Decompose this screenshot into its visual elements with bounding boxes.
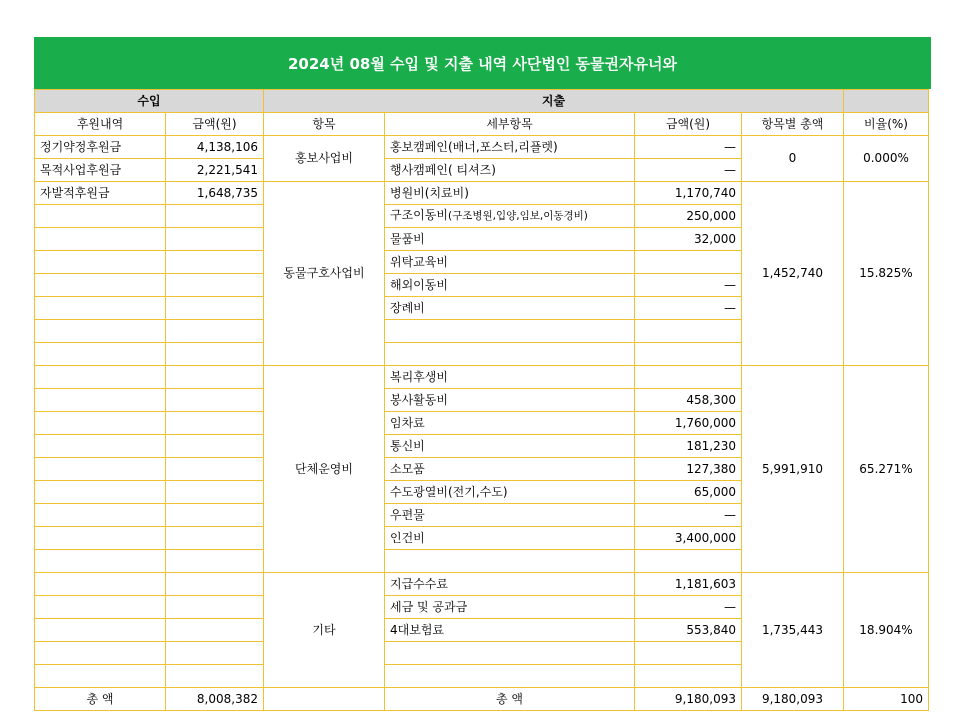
income-header: 수입 — [35, 90, 264, 113]
sub-item-label: 위탁교육비 — [390, 254, 448, 269]
income-label-cell — [35, 228, 166, 251]
table-row — [35, 182, 929, 205]
sub-item-amount-cell — [635, 320, 742, 343]
income-total-label: 총 액 — [35, 688, 166, 711]
header-row-top — [35, 90, 929, 113]
income-label-cell — [35, 596, 166, 619]
category-name-cell: 단체운영비 — [264, 366, 385, 573]
income-label-cell — [35, 320, 166, 343]
income-amount-cell — [166, 320, 264, 343]
income-amount-cell — [166, 228, 264, 251]
sub-item-amount-cell: — — [635, 136, 742, 159]
blank-total-cell — [264, 688, 385, 711]
income-label-cell — [35, 412, 166, 435]
sub-item-amount-cell: 1,170,740 — [635, 182, 742, 205]
sub-item-cell — [385, 527, 635, 550]
finance-table-body — [35, 90, 929, 711]
sub-item-label: 복리후생비 — [390, 369, 448, 384]
sub-item-label: 소모품 — [390, 461, 425, 476]
sub-item-cell — [385, 596, 635, 619]
category-ratio-cell: 15.825% — [844, 182, 929, 366]
income-amount-cell — [166, 205, 264, 228]
income-label-cell — [35, 573, 166, 596]
sub-item-amount-cell: 1,760,000 — [635, 412, 742, 435]
sub-item-amount-cell: — — [635, 297, 742, 320]
sub-item-label: 통신비 — [390, 438, 425, 453]
sub-item-amount-cell — [635, 343, 742, 366]
income-amount-cell — [166, 458, 264, 481]
income-label-cell — [35, 251, 166, 274]
income-label-cell — [35, 481, 166, 504]
sub-item-amount-cell: — — [635, 504, 742, 527]
income-amount-cell — [166, 642, 264, 665]
category-header: 항목 — [264, 113, 385, 136]
sub-item-label: 인건비 — [390, 530, 425, 545]
income-amount-cell — [166, 389, 264, 412]
income-amount-cell — [166, 435, 264, 458]
sub-item-amount-cell: — — [635, 596, 742, 619]
sub-item-cell — [385, 159, 635, 182]
sub-item-label: 임차료 — [390, 415, 425, 430]
sub-item-amount-cell — [635, 550, 742, 573]
sub-item-cell — [385, 412, 635, 435]
income-label-cell — [35, 527, 166, 550]
sub-item-cell — [385, 550, 635, 573]
income-amount-cell: 4,138,106 — [166, 136, 264, 159]
sub-item-cell — [385, 182, 635, 205]
sub-item-cell — [385, 665, 635, 688]
category-total-cell: 0 — [742, 136, 844, 182]
income-label-cell — [35, 642, 166, 665]
sub-item-cell — [385, 481, 635, 504]
sub-item-amount-cell — [635, 665, 742, 688]
income-total-value: 8,008,382 — [166, 688, 264, 711]
category-name-cell: 홍보사업비 — [264, 136, 385, 182]
category-ratio-cell: 0.000% — [844, 136, 929, 182]
blank-header-cell — [844, 90, 929, 113]
sub-item-label: 홍보캠페인(배너,포스터,리플렛) — [390, 139, 558, 154]
sub-item-cell — [385, 343, 635, 366]
sub-item-amount-cell: — — [635, 159, 742, 182]
sub-item-amount-cell — [635, 251, 742, 274]
sub-item-amount-cell: 32,000 — [635, 228, 742, 251]
sub-item-amount-cell: — — [635, 274, 742, 297]
income-label-cell — [35, 435, 166, 458]
income-label-cell: 정기약정후원금 — [35, 136, 166, 159]
table-row — [35, 366, 929, 389]
sub-item-label: 병원비(치료비) — [390, 185, 469, 200]
income-amount-cell — [166, 550, 264, 573]
sub-item-amount-cell — [635, 366, 742, 389]
category-total-header: 항목별 총액 — [742, 113, 844, 136]
income-label-cell: 자발적후원금 — [35, 182, 166, 205]
sub-item-label: 우편물 — [390, 507, 425, 522]
income-amount-cell — [166, 274, 264, 297]
income-amount-cell — [166, 481, 264, 504]
income-label-cell — [35, 665, 166, 688]
sub-item-cell — [385, 619, 635, 642]
income-amount-cell — [166, 619, 264, 642]
sub-item-label: 수도광열비(전기,수도) — [390, 484, 508, 499]
sub-item-amount-cell: 553,840 — [635, 619, 742, 642]
sub-item-cell — [385, 435, 635, 458]
income-label-cell — [35, 366, 166, 389]
table-row — [35, 573, 929, 596]
category-name-cell: 동물구호사업비 — [264, 182, 385, 366]
category-name-cell: 기타 — [264, 573, 385, 688]
sub-item-label: 물품비 — [390, 231, 425, 246]
expense-total-amount: 9,180,093 — [635, 688, 742, 711]
sub-item-cell — [385, 366, 635, 389]
sub-item-header: 세부항목 — [385, 113, 635, 136]
income-amount-cell — [166, 504, 264, 527]
income-amount-cell — [166, 343, 264, 366]
expense-header: 지출 — [264, 90, 844, 113]
sub-item-cell — [385, 274, 635, 297]
amount-header: 금액(원) — [635, 113, 742, 136]
sub-item-cell — [385, 573, 635, 596]
income-label-cell — [35, 458, 166, 481]
sub-item-amount-cell — [635, 642, 742, 665]
sub-item-label: 장례비 — [390, 300, 425, 315]
income-amount-cell — [166, 665, 264, 688]
sub-item-cell — [385, 642, 635, 665]
expense-category-total: 9,180,093 — [742, 688, 844, 711]
total-row — [35, 688, 929, 711]
income-item-header: 후원내역 — [35, 113, 166, 136]
sub-item-amount-cell: 458,300 — [635, 389, 742, 412]
sub-item-cell — [385, 297, 635, 320]
sub-item-cell — [385, 320, 635, 343]
ratio-header: 비율(%) — [844, 113, 929, 136]
income-label-cell — [35, 343, 166, 366]
finance-table — [34, 89, 929, 711]
income-label-cell — [35, 504, 166, 527]
sub-item-label: 세금 및 공과금 — [390, 599, 468, 614]
category-total-cell: 1,735,443 — [742, 573, 844, 688]
sub-item-cell — [385, 136, 635, 159]
sub-item-cell — [385, 458, 635, 481]
sub-item-label: 해외이동비 — [390, 277, 448, 292]
report-title: 2024년 08월 수입 및 지출 내역 사단법인 동물권자유너와 — [34, 37, 931, 89]
category-total-cell: 5,991,910 — [742, 366, 844, 573]
sub-item-label: 봉사활동비 — [390, 392, 448, 407]
sub-item-label: 행사캠페인( 티셔즈) — [390, 162, 496, 177]
ratio-total: 100 — [844, 688, 929, 711]
sub-item-cell — [385, 504, 635, 527]
income-amount-cell — [166, 251, 264, 274]
income-amount-header: 금액(원) — [166, 113, 264, 136]
sub-item-cell — [385, 251, 635, 274]
income-amount-cell — [166, 527, 264, 550]
sub-item-label: 지급수수료 — [390, 576, 448, 591]
income-label-cell — [35, 274, 166, 297]
sub-item-amount-cell: 1,181,603 — [635, 573, 742, 596]
sub-item-amount-cell: 181,230 — [635, 435, 742, 458]
income-label-cell — [35, 205, 166, 228]
income-amount-cell — [166, 573, 264, 596]
income-label-cell: 목적사업후원금 — [35, 159, 166, 182]
sub-item-label: 4대보험료 — [390, 622, 445, 637]
category-ratio-cell: 65.271% — [844, 366, 929, 573]
income-label-cell — [35, 389, 166, 412]
sub-item-amount-cell: 65,000 — [635, 481, 742, 504]
sub-item-detail: (구조병원,입양,임보,이동경비) — [447, 210, 588, 222]
sub-item-label: 구조이동비 — [390, 208, 448, 222]
income-amount-cell — [166, 596, 264, 619]
income-amount-cell: 1,648,735 — [166, 182, 264, 205]
sub-item-cell — [385, 205, 635, 228]
category-total-cell: 1,452,740 — [742, 182, 844, 366]
header-row-columns — [35, 113, 929, 136]
sub-item-amount-cell: 127,380 — [635, 458, 742, 481]
expense-total-label: 총 액 — [385, 688, 635, 711]
sub-item-cell — [385, 389, 635, 412]
category-ratio-cell: 18.904% — [844, 573, 929, 688]
sub-item-amount-cell: 250,000 — [635, 205, 742, 228]
income-label-cell — [35, 550, 166, 573]
sub-item-amount-cell: 3,400,000 — [635, 527, 742, 550]
income-amount-cell — [166, 366, 264, 389]
income-label-cell — [35, 297, 166, 320]
table-row — [35, 136, 929, 159]
income-amount-cell — [166, 412, 264, 435]
sub-item-cell — [385, 228, 635, 251]
income-amount-cell — [166, 297, 264, 320]
income-label-cell — [35, 619, 166, 642]
income-amount-cell: 2,221,541 — [166, 159, 264, 182]
